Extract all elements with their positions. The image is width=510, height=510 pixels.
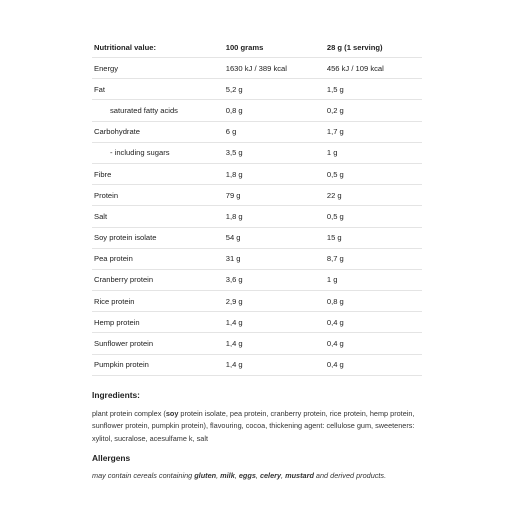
allergen-highlight: mustard bbox=[285, 471, 314, 481]
header-per-100g: 100 grams bbox=[224, 38, 325, 58]
nutrient-name: Hemp protein bbox=[92, 312, 224, 333]
value-per-100g: 1,4 g bbox=[224, 354, 325, 375]
nutrient-name: Protein bbox=[92, 185, 224, 206]
value-per-serving: 0,8 g bbox=[325, 291, 422, 312]
table-row bbox=[92, 185, 422, 206]
nutrition-table-body bbox=[92, 58, 422, 376]
allergen-highlight: gluten bbox=[194, 471, 217, 481]
nutrient-name: Pumpkin protein bbox=[92, 354, 224, 375]
value-per-100g: 1,4 g bbox=[224, 333, 325, 354]
value-per-100g: 1630 kJ / 389 kcal bbox=[224, 58, 325, 79]
table-row bbox=[92, 206, 422, 227]
value-per-serving: 456 kJ / 109 kcal bbox=[325, 58, 422, 79]
value-per-100g: 1,8 g bbox=[224, 163, 325, 184]
nutrient-name: - including sugars bbox=[92, 142, 224, 163]
header-nutritional-value: Nutritional value: bbox=[92, 38, 224, 58]
value-per-100g: 2,9 g bbox=[224, 291, 325, 312]
ingredients-allergen-soy: soy bbox=[165, 408, 179, 418]
value-per-serving: 0,2 g bbox=[325, 100, 422, 121]
value-per-serving: 1,5 g bbox=[325, 79, 422, 100]
allergen-text-segment: , bbox=[234, 471, 239, 481]
value-per-100g: 5,2 g bbox=[224, 79, 325, 100]
value-per-serving: 1,7 g bbox=[325, 121, 422, 142]
allergen-text-segment: , bbox=[216, 471, 221, 481]
nutrient-name: Soy protein isolate bbox=[92, 227, 224, 248]
allergen-highlight: celery bbox=[259, 471, 282, 481]
nutrition-content bbox=[92, 38, 422, 480]
nutrient-name: Cranberry protein bbox=[92, 269, 224, 290]
nutrient-name: Rice protein bbox=[92, 291, 224, 312]
nutrient-name: Salt bbox=[92, 206, 224, 227]
value-per-100g: 3,5 g bbox=[224, 142, 325, 163]
allergen-text-segment: , bbox=[255, 471, 260, 481]
value-per-100g: 31 g bbox=[224, 248, 325, 269]
ingredients-rest: protein isolate, pea protein, cranberry protein, rice protein, hemp protein, sunflower protein, pumpkin protein), flavouring, cocoa, thickening agent: cellulose gum, sweeteners: xylitol, sucralose, acesulfame k, salt bbox=[92, 408, 415, 443]
table-header-row bbox=[92, 38, 422, 58]
nutrient-name: Fat bbox=[92, 79, 224, 100]
ingredients-lead: plant protein complex ( bbox=[92, 408, 166, 418]
nutrient-name: Pea protein bbox=[92, 248, 224, 269]
value-per-100g: 1,8 g bbox=[224, 206, 325, 227]
nutrient-name: Carbohydrate bbox=[92, 121, 224, 142]
value-per-serving: 1 g bbox=[325, 269, 422, 290]
table-row bbox=[92, 248, 422, 269]
table-row bbox=[92, 333, 422, 354]
nutrient-name: Sunflower protein bbox=[92, 333, 224, 354]
header-per-serving: 28 g (1 serving) bbox=[325, 38, 422, 58]
nutrient-name: Fibre bbox=[92, 163, 224, 184]
table-row bbox=[92, 312, 422, 333]
allergens-text bbox=[92, 471, 422, 480]
allergen-text-segment: may contain cereals containing bbox=[92, 471, 195, 481]
table-row bbox=[92, 142, 422, 163]
table-row bbox=[92, 163, 422, 184]
nutrient-name: Energy bbox=[92, 58, 224, 79]
value-per-serving: 0,4 g bbox=[325, 333, 422, 354]
value-per-100g: 1,4 g bbox=[224, 312, 325, 333]
value-per-serving: 22 g bbox=[325, 185, 422, 206]
table-row bbox=[92, 79, 422, 100]
value-per-serving: 0,5 g bbox=[325, 163, 422, 184]
nutrient-name: saturated fatty acids bbox=[92, 100, 224, 121]
table-row bbox=[92, 227, 422, 248]
value-per-serving: 1 g bbox=[325, 142, 422, 163]
allergen-text-segment: and derived products. bbox=[313, 471, 387, 481]
value-per-100g: 54 g bbox=[224, 227, 325, 248]
allergen-highlight: eggs bbox=[238, 471, 256, 481]
value-per-100g: 79 g bbox=[224, 185, 325, 206]
allergen-text-segment: , bbox=[281, 471, 286, 481]
value-per-100g: 6 g bbox=[224, 121, 325, 142]
nutrition-table bbox=[92, 38, 422, 376]
value-per-serving: 0,5 g bbox=[325, 206, 422, 227]
value-per-100g: 3,6 g bbox=[224, 269, 325, 290]
ingredients-text bbox=[92, 408, 422, 445]
allergens-title: Allergens bbox=[92, 453, 131, 464]
value-per-serving: 8,7 g bbox=[325, 248, 422, 269]
allergen-highlight: milk bbox=[220, 471, 235, 481]
ingredients-title: Ingredients: bbox=[92, 389, 140, 400]
table-row bbox=[92, 354, 422, 375]
table-row bbox=[92, 58, 422, 79]
table-row bbox=[92, 121, 422, 142]
value-per-serving: 0,4 g bbox=[325, 312, 422, 333]
table-row bbox=[92, 100, 422, 121]
value-per-100g: 0,8 g bbox=[224, 100, 325, 121]
table-row bbox=[92, 291, 422, 312]
table-row bbox=[92, 269, 422, 290]
value-per-serving: 0,4 g bbox=[325, 354, 422, 375]
value-per-serving: 15 g bbox=[325, 227, 422, 248]
